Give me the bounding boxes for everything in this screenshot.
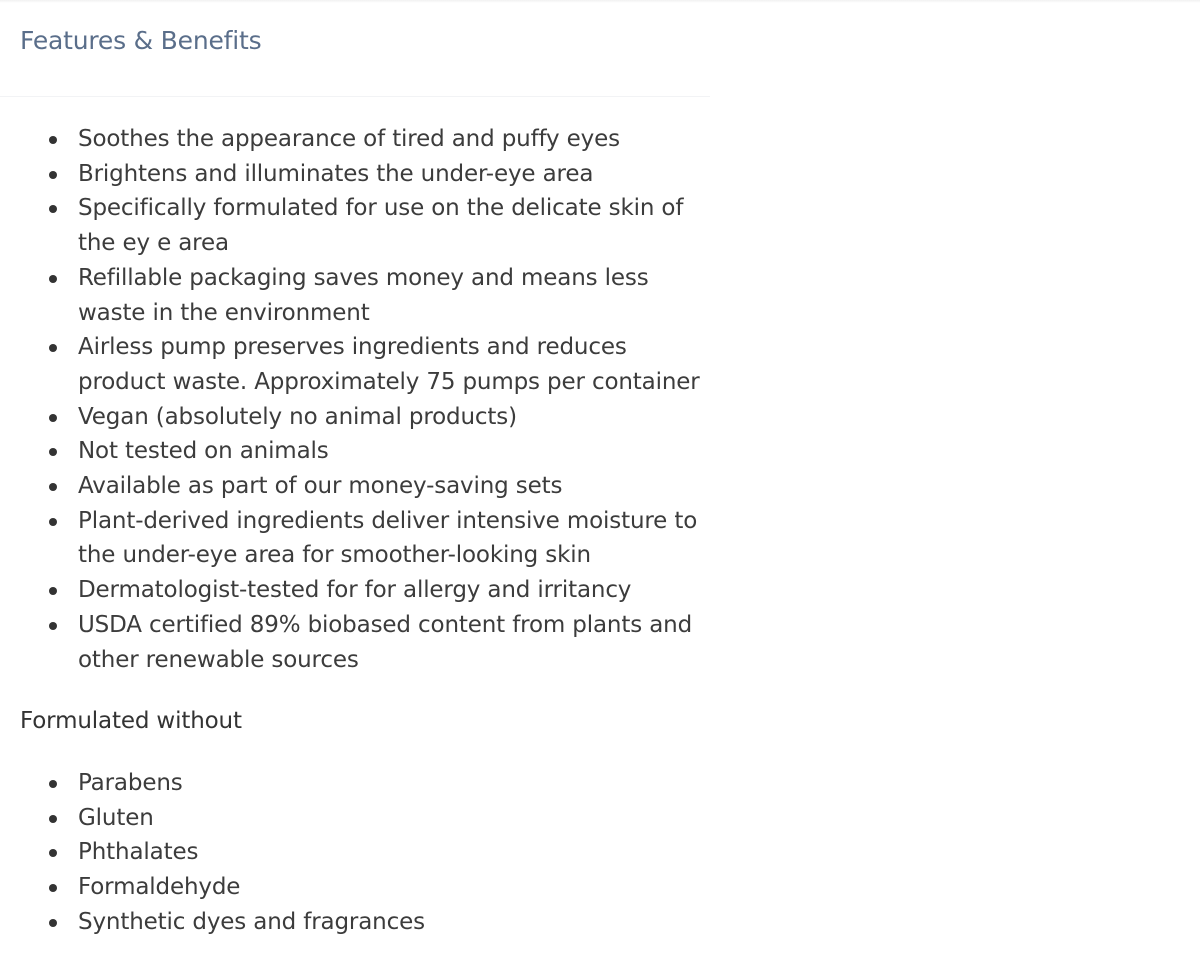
bullet-icon	[49, 136, 57, 144]
bullet-icon	[49, 780, 57, 788]
feature-text: Airless pump preserves ingredients and reduces product waste. Approximately 75 pumps per container	[78, 334, 700, 395]
bullet-icon	[49, 205, 57, 213]
excluded-ingredient-text: Phthalates	[78, 839, 199, 866]
feature-item	[0, 261, 720, 330]
features-list	[0, 122, 720, 677]
formulated-without-heading: Formulated without	[20, 708, 242, 734]
bullet-icon	[49, 815, 57, 823]
bullet-icon	[49, 587, 57, 595]
feature-text: USDA certified 89% biobased content from plants and other renewable sources	[78, 611, 693, 673]
bullet-icon	[49, 414, 57, 422]
feature-item	[0, 400, 720, 435]
bullet-icon	[49, 919, 57, 927]
bullet-icon	[49, 849, 57, 857]
feature-text: Soothes the appearance of tired and puffy eyes	[78, 126, 620, 152]
bullet-icon	[49, 448, 57, 456]
excluded-ingredient-item	[0, 905, 720, 940]
feature-text: Available as part of our money-saving sets	[78, 473, 563, 500]
bullet-icon	[49, 884, 57, 892]
feature-item	[0, 434, 720, 469]
feature-text: Refillable packaging saves money and means less waste in the environment	[78, 264, 649, 326]
excluded-ingredient-item	[0, 766, 720, 801]
excluded-ingredient-text: Synthetic dyes and fragrances	[78, 908, 425, 935]
excluded-ingredient-item	[0, 801, 720, 836]
feature-item	[0, 573, 720, 608]
section-title: Features & Benefits	[20, 26, 262, 55]
feature-item	[0, 469, 720, 504]
excluded-ingredient-text: Formaldehyde	[78, 874, 241, 901]
bullet-icon	[49, 483, 57, 491]
excluded-ingredient-text: Parabens	[78, 770, 183, 796]
feature-item	[0, 504, 720, 573]
feature-item	[0, 157, 720, 192]
feature-text: Vegan (absolutely no animal products)	[78, 403, 517, 430]
feature-item	[0, 122, 720, 157]
bullet-icon	[49, 275, 57, 283]
excluded-ingredient-text: Gluten	[78, 804, 154, 831]
feature-text: Dermatologist-tested for for allergy and irritancy	[78, 577, 632, 604]
formulated-without-list	[0, 766, 720, 940]
feature-text: Brightens and illuminates the under-eye area	[78, 160, 594, 187]
bullet-icon	[49, 622, 57, 630]
bullet-icon	[49, 518, 57, 526]
feature-text: Specifically formulated for use on the delicate skin of the ey e area	[78, 195, 684, 257]
bullet-icon	[49, 171, 57, 179]
excluded-ingredient-item	[0, 870, 720, 905]
feature-item	[0, 608, 720, 677]
features-benefits-header[interactable]	[0, 0, 710, 97]
bullet-icon	[49, 344, 57, 352]
feature-text: Not tested on animals	[78, 438, 329, 465]
excluded-ingredient-item	[0, 835, 720, 870]
feature-item	[0, 330, 720, 399]
feature-item	[0, 191, 720, 260]
feature-text: Plant-derived ingredients deliver intensive moisture to the under-eye area for smoother-looking skin	[78, 507, 698, 569]
